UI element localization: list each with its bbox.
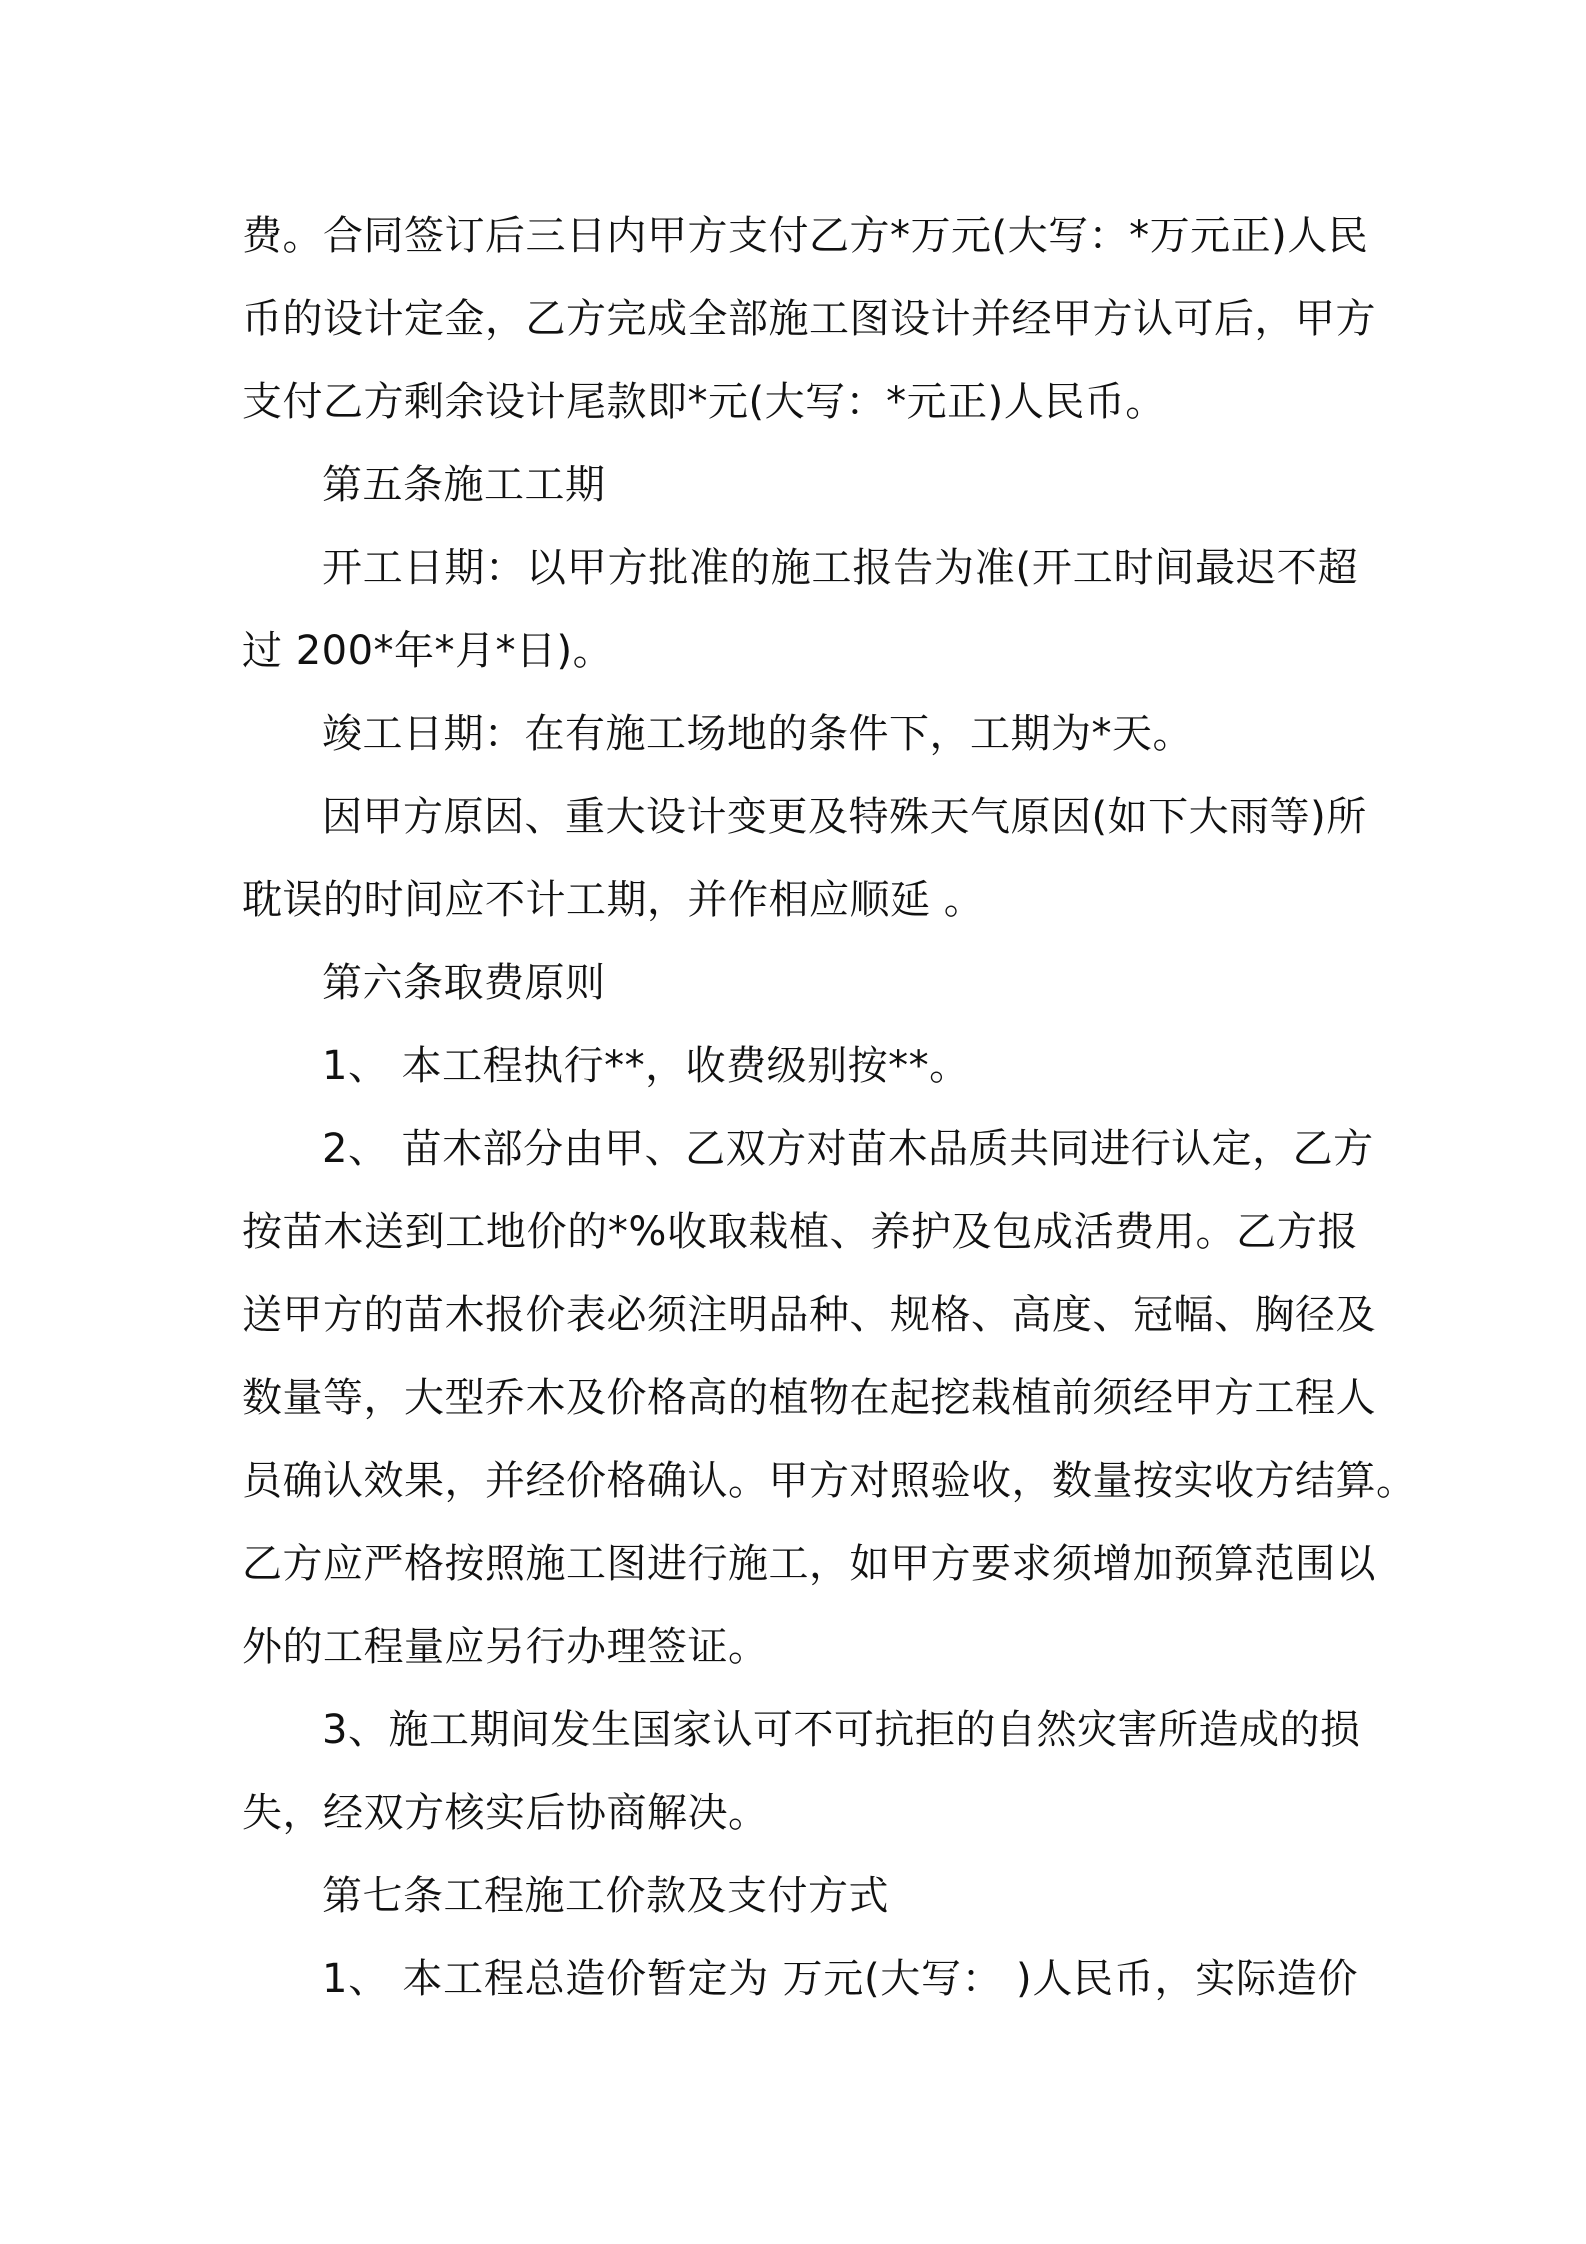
paragraph-line: 开工日期：以甲方批准的施工报告为准(开工时间最迟不超 (322, 545, 1358, 591)
list-item: 2、 苗木部分由甲、乙双方对苗木品质共同进行认定，乙方 (322, 1126, 1374, 1172)
paragraph-line: 失，经双方核实后协商解决。 (242, 1790, 769, 1836)
paragraph-line: 按苗木送到工地价的*%收取栽植、养护及包成活费用。乙方报 (242, 1209, 1358, 1255)
paragraph-line: 因甲方原因、重大设计变更及特殊天气原因(如下大雨等)所 (322, 794, 1367, 840)
document-page (242, 195, 1417, 2021)
paragraph-line: 数量等，大型乔木及价格高的植物在起挖栽植前须经甲方工程人 (242, 1375, 1376, 1421)
list-item: 3、施工期间发生国家认可不可抗拒的自然灾害所造成的损 (322, 1707, 1361, 1753)
paragraph-line: 币的设计定金，乙方完成全部施工图设计并经甲方认可后，甲方 (242, 296, 1376, 342)
list-item: 1、 本工程执行**，收费级别按**。 (322, 1043, 970, 1089)
paragraph-line: 送甲方的苗木报价表必须注明品种、规格、高度、冠幅、胸径及 (242, 1292, 1376, 1338)
paragraph-line: 费。合同签订后三日内甲方支付乙方*万元(大写：*万元正)人民 (242, 213, 1369, 259)
paragraph-line: 乙方应严格按照施工图进行施工，如甲方要求须增加预算范围以 (242, 1541, 1376, 1587)
paragraph-line: 员确认效果，并经价格确认。甲方对照验收，数量按实收方结算。 (242, 1458, 1417, 1504)
section-heading: 第七条工程施工价款及支付方式 (322, 1873, 889, 1919)
paragraph-line: 外的工程量应另行办理签证。 (242, 1624, 769, 1670)
paragraph-line: 支付乙方剩余设计尾款即*元(大写：*元正)人民币。 (242, 379, 1166, 425)
paragraph-line: 竣工日期：在有施工场地的条件下，工期为*天。 (322, 711, 1193, 757)
list-item: 1、 本工程总造价暂定为 万元(大写： )人民币，实际造价 (322, 1956, 1358, 2002)
paragraph-line: 耽误的时间应不计工期，并作相应顺延 。 (242, 877, 985, 923)
section-heading: 第六条取费原则 (322, 960, 606, 1006)
section-heading: 第五条施工工期 (322, 462, 606, 508)
paragraph-line: 过 200*年*月*日)。 (242, 628, 614, 674)
